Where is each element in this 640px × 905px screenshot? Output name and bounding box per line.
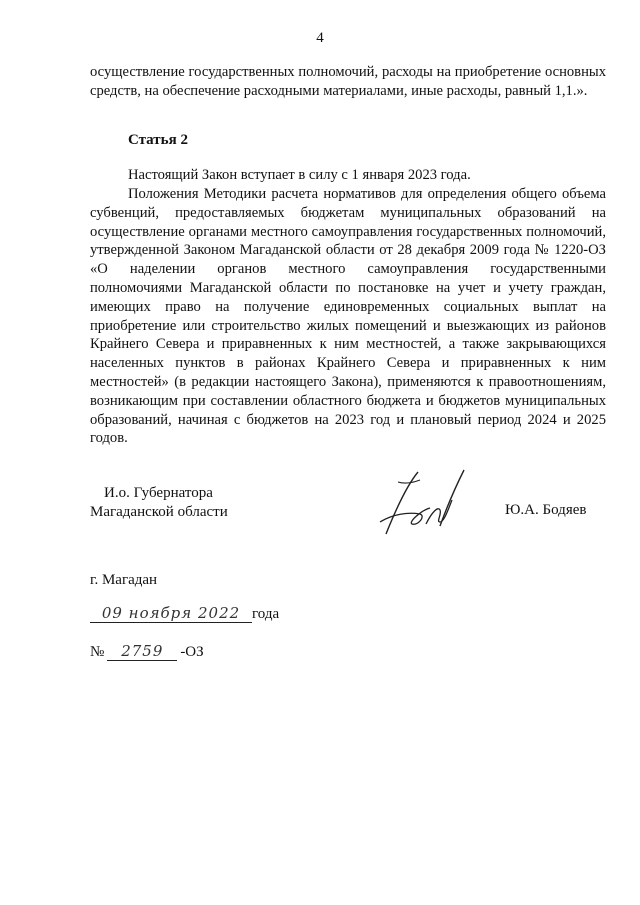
- signatory-name: Ю.А. Бодяев: [505, 502, 587, 518]
- paragraph-continuation: осуществление государственных полномочий, расходы на приобретение основных средств, на обеспечение расходными материалами, иные расходы, равный 1,1.».: [90, 64, 606, 99]
- handwritten-date: 09 ноября 2022: [90, 604, 252, 623]
- law-number: [90, 642, 204, 661]
- law-number-suffix: -ОЗ: [180, 644, 204, 660]
- signing-date: [90, 604, 279, 623]
- paragraph-provisions: Положения Методики расчета нормативов для определения общего объема субвенций, предоставляемых бюджетам муниципальных образований на осуществление органами местного самоуправления государственных полномочий, утвержденной Законом Магаданской области от 28 декабря 2009 года № 1220-ОЗ «О наделении органов местного самоуправления государственными полномочиями Магаданской области по постановке на учет и учету граждан, имеющих право на получение единовременных социальных выплат на приобретение или строительство жилых помещений и выезжающих из районов Крайнего Севера и приравненных к ним местностей, а также закрывающихся населенных пунктов в районах Крайнего Севера и приравненных к ним местностей» (в редакции настоящего Закона), применяются к правоотношениям, возникающим при составлении областного бюджета и бюджетов муниципальных образований, начиная с бюджетов на 2023 год и плановый период 2024 и 2025 годов.: [90, 186, 606, 447]
- page-number: 4: [316, 30, 324, 46]
- handwritten-law-number: 2759: [107, 642, 177, 661]
- date-suffix: года: [252, 606, 280, 622]
- handwritten-signature: [378, 464, 468, 544]
- signatory-title-line1: И.о. Губернатора: [104, 485, 213, 501]
- place-of-signing: г. Магадан: [90, 572, 158, 588]
- law-number-prefix: №: [90, 644, 105, 660]
- paragraph-effective-date: Настоящий Закон вступает в силу с 1 января 2023 года.: [128, 167, 471, 183]
- signatory-title: [90, 484, 228, 522]
- article-heading: Статья 2: [128, 132, 188, 148]
- signatory-title-line2: Магаданской области: [90, 504, 228, 520]
